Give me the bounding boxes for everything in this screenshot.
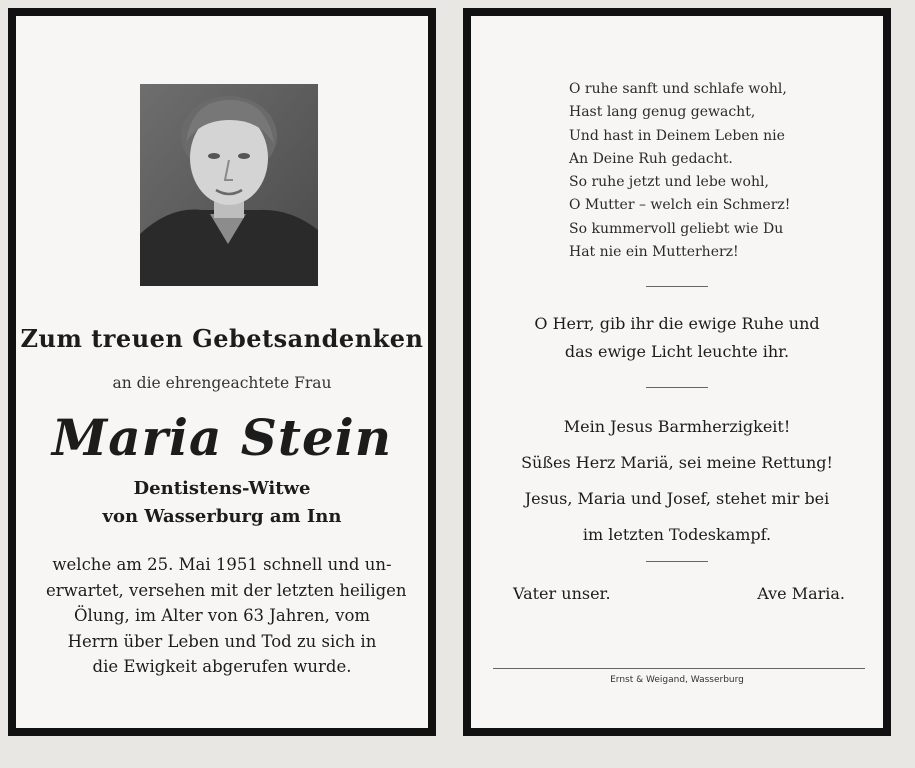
prayer-line: das ewige Licht leuchte ihr. bbox=[564, 342, 790, 361]
printer-imprint: Ernst & Weigand, Wasserburg bbox=[610, 675, 744, 685]
printer-divider bbox=[493, 668, 865, 669]
invocation-line: Süßes Herz Mariä, sei meine Rettung! bbox=[521, 453, 833, 472]
portrait-photo bbox=[140, 84, 318, 286]
poem-line: O Mutter – welch ein Schmerz! bbox=[569, 197, 791, 214]
poem-line: Und hast in Deinem Leben nie bbox=[569, 127, 785, 144]
memorial-poem bbox=[471, 78, 883, 264]
closing-prayer-left: Vater unser. bbox=[513, 584, 611, 603]
invocation-line: im letzten Todeskampf. bbox=[582, 525, 772, 544]
divider bbox=[646, 286, 708, 287]
divider bbox=[646, 387, 708, 388]
poem-line: Hat nie ein Mutterherz! bbox=[569, 244, 739, 261]
death-notice-text bbox=[46, 552, 407, 680]
deceased-title: Dentistens-Witwe bbox=[133, 478, 311, 499]
death-notice-line: Ölung, im Alter von 63 Jahren, vom bbox=[73, 606, 371, 625]
poem-line: So ruhe jetzt und lebe wohl, bbox=[569, 174, 769, 191]
invocation-line: Mein Jesus Barmherzigkeit! bbox=[563, 417, 791, 436]
death-notice-line: erwartet, versehen mit der letzten heiligen bbox=[46, 580, 407, 600]
invocations bbox=[471, 409, 883, 553]
closing-prayer-right: Ave Maria. bbox=[757, 584, 845, 603]
poem-line: Hast lang genug gewacht, bbox=[569, 104, 756, 121]
dedication-heading: Zum treuen Gebetsandenken bbox=[20, 324, 424, 353]
poem-line: So kummervoll geliebt wie Du bbox=[569, 220, 784, 237]
memorial-card-back bbox=[463, 8, 891, 736]
deceased-name: Maria Stein bbox=[51, 408, 393, 467]
death-notice-line: welche am 25. Mai 1951 schnell und un- bbox=[52, 555, 392, 574]
divider bbox=[646, 561, 708, 562]
death-notice-line: die Ewigkeit abgerufen wurde. bbox=[92, 657, 352, 676]
dedication-intro: an die ehrengeachtete Frau bbox=[112, 374, 332, 392]
memorial-card-front bbox=[8, 8, 436, 736]
invocation-line: Jesus, Maria und Josef, stehet mir bei bbox=[524, 489, 830, 508]
deceased-origin: von Wasserburg am Inn bbox=[102, 506, 342, 527]
death-notice-line: Herrn über Leben und Tod zu sich in bbox=[67, 631, 377, 651]
eternal-rest-prayer bbox=[471, 310, 883, 366]
poem-line: O ruhe sanft und schlafe wohl, bbox=[569, 81, 787, 97]
prayer-line: O Herr, gib ihr die ewige Ruhe und bbox=[534, 314, 820, 333]
poem-line: An Deine Ruh gedacht. bbox=[569, 150, 733, 167]
